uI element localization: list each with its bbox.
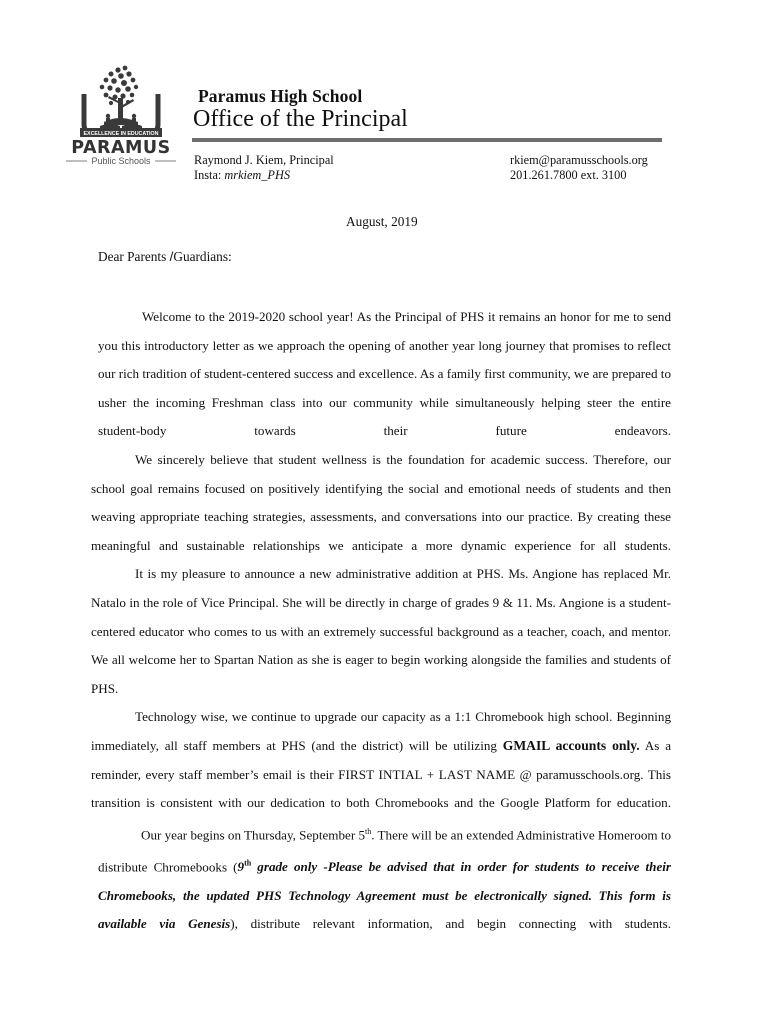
p5-bold-num: 9 <box>237 859 245 874</box>
salutation-part2: Guardians: <box>173 249 232 264</box>
principal-phone: 201.261.7800 ext. 3100 <box>510 168 627 182</box>
p5-bold-sup: th <box>244 858 252 868</box>
contact-right <box>510 153 648 183</box>
principal-name: Raymond J. Kiem, Principal <box>194 153 334 167</box>
salutation <box>98 249 232 265</box>
p5-bold-text: grade only -Please be advised that in order for students to receive their Chromebooks, the updated PHS Technology Agreement must be electronically signed. This form is available via Genesis <box>98 859 671 932</box>
salutation-part1: Dear Parents <box>98 249 167 264</box>
p4-text-c: @ paramusschools.org. This transition is consistent with our dedication to both Chromebooks and the Google Platform for education. <box>91 766 671 811</box>
paramus-logo <box>62 64 192 176</box>
paragraph-welcome-text: Welcome to the 2019-2020 school year! As the Principal of PHS it remains an honor for me to send you this introductory letter as we approach the opening of another year long journey that promises to reflect our rich tradition of student-centered success and excellence. As a family first community, we are prepared to usher the incoming Freshman class into our community while simultaneously helping steer the entire student-body towards their future endeavors. <box>98 309 671 439</box>
principal-email[interactable]: rkiem@paramusschools.org <box>510 153 648 167</box>
p5-text-c: ), distribute relevant information, and begin connecting with students. <box>230 916 671 932</box>
insta-line <box>194 168 334 183</box>
letter-date: August, 2019 <box>346 214 418 229</box>
insta-label: Insta: <box>194 168 225 182</box>
p4-text-a: Technology wise, we continue to upgrade our capacity as a 1:1 Chromebook high school. Beginning immediately, all staff members at PHS (and the district) will be utilizing <box>91 709 671 753</box>
insta-handle: mrkiem_PHS <box>224 168 290 182</box>
office-title: Office of the Principal <box>193 106 408 132</box>
p4-bold-gmail: GMAIL accounts only. <box>502 737 640 753</box>
logo-badge-text: EXCELLENCE IN EDUCATION <box>83 131 159 137</box>
logo-sub-text: Public Schools <box>91 156 151 166</box>
tree-icon <box>100 66 142 131</box>
p5-text-a: Our year begins on Thursday, September 5 <box>141 827 366 843</box>
p5-text-b: . There will be an extended Administrative Homeroom to distribute Chromebooks ( <box>98 827 672 874</box>
logo-brand-text: PARAMUS <box>71 138 171 158</box>
salutation-slash: / <box>169 249 174 264</box>
paragraph-wellness <box>91 446 671 560</box>
p4-caps: FIRST INTIAL + LAST NAME <box>338 766 516 782</box>
contact-left <box>194 153 334 183</box>
p5-sup: th <box>365 826 372 836</box>
paragraph-wellness-text: We sincerely believe that student wellness is the foundation for academic success. Therefore, our school goal remains focused on positively identifying the social and emotional needs of students and then weaving appropriate teaching strategies, assessments, and conversations into our practice. By creating these meaningful and sustainable relationships we anticipate a more dynamic experience for all students. <box>91 451 671 553</box>
letter-body <box>0 303 770 939</box>
school-name: Paramus High School <box>198 86 363 106</box>
paragraph-vice-principal-text: It is my pleasure to announce a new administrative addition at PHS. Ms. Angione has replaced Mr. Natalo in the role of Vice Principal. She will be directly in charge of grades 9 & 11. Ms. Angione is a student-centered educator who comes to us with an extremely successful background as a teacher, coach, and mentor. We all welcome her to Spartan Nation as she is eager to begin working alongside the families and students of PHS. <box>91 566 671 696</box>
paragraph-technology <box>91 703 671 817</box>
paragraph-year-begins <box>98 818 671 939</box>
paragraph-welcome <box>98 303 671 446</box>
p4-text-b: As a reminder, every staff member’s email is their <box>91 737 672 782</box>
paragraph-vice-principal <box>91 560 671 703</box>
header-rule <box>192 138 662 142</box>
